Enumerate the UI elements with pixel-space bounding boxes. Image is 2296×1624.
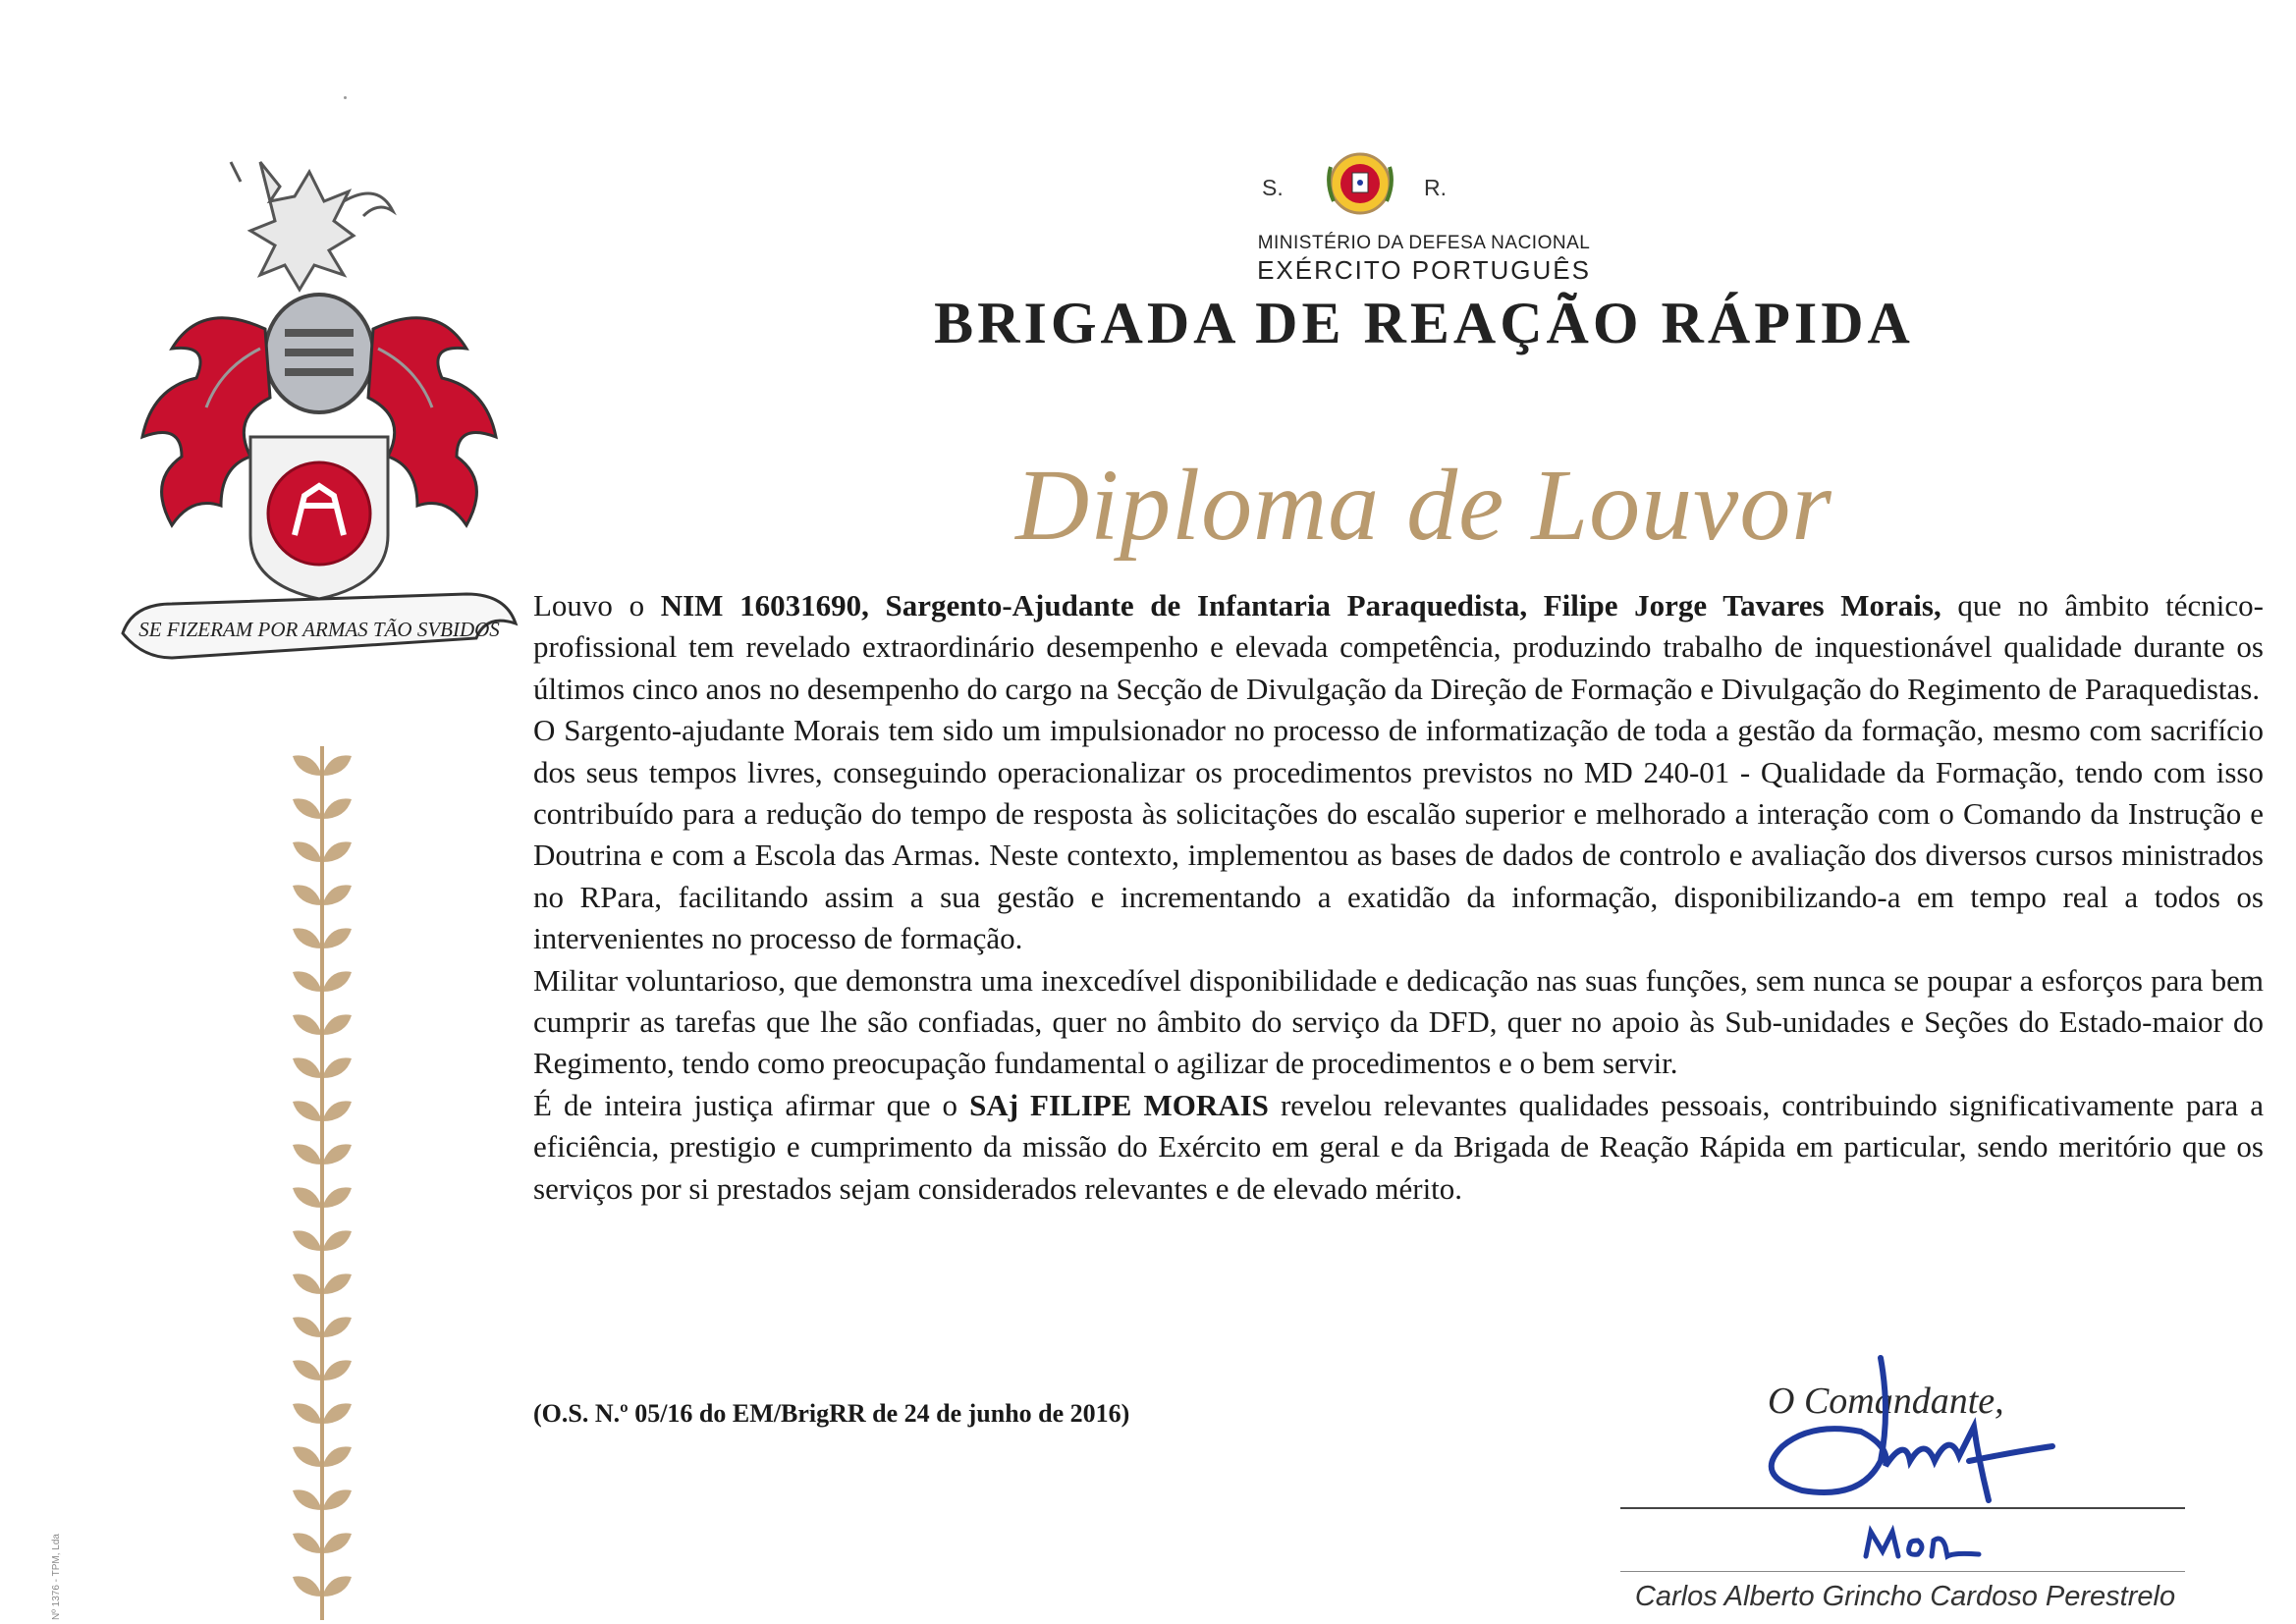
laurel-leaf [293,1273,322,1294]
laurel-leaf [293,755,322,776]
republic-mark [1247,147,1473,216]
laurel-leaf [322,1187,352,1208]
laurel-leaf [293,1317,322,1337]
handwritten-signature-icon [1743,1353,2057,1510]
laurel-leaf [293,971,322,992]
laurel-leaf [293,1057,322,1078]
p1-rest: que no âmbito técnico-profissional tem revelado extraordinário desempenho e elevada competência, produzindo trabalho de inquestionável qualidade durante os últimos cinco anos no desempenho do cargo na Secção de Divulgação da Direção de Formação e Divulgação do Regimento de Paraquedistas. [533,588,2264,706]
laurel-leaf [322,1317,352,1337]
laurel-leaf [322,841,352,862]
order-reference: (O.S. N.º 05/16 do EM/BrigRR de 24 de junho de 2016) [533,1399,1130,1428]
laurel-leaf [293,1403,322,1424]
laurel-leaf [322,928,352,948]
laurel-leaf [293,1533,322,1553]
motto-scroll [123,594,516,658]
p4-rest: revelou relevantes qualidades pessoais, contribuindo significativamente para a eficiência, prestigio e cumprimento da missão do Exército em geral e da Brigada de Reação Rápida em particular, sendo meritório que os serviços por si prestados sejam considerados relevantes e de elevado mérito. [533,1087,2264,1206]
p1-intro: Louvo o [533,588,661,623]
paragraph-2: O Sargento-ajudante Morais tem sido um impulsionador no processo de informatização de toda a gestão da formação, mesmo com sacrifício dos seus tempos livres, conseguindo operacionalizar os procedimentos previstos no MD 240-01 - Qualidade da Formação, tendo com isso contribuído para a redução do tempo de resposta às solicitações do escalão superior e melhorado a interação com o Comando da Instrução e Doutrina e com a Escola das Armas. Neste contexto, implementou as bases de dados de controlo e avaliação dos diversos cursos ministrados no RPara, facilitando assim a sua gestão e incrementando a exatidão da informação, disponibilizando-a em tempo real a todos os intervenientes no processo de formação. [533,713,2264,956]
laurel-leaf [293,928,322,948]
s-letter: S. [1262,175,1284,200]
laurel-leaf [293,1489,322,1510]
laurel-leaf [293,1446,322,1467]
shield-icon [250,437,388,599]
motto-text: SE FIZERAM POR ARMAS TÃO SVBIDOS [138,618,500,641]
speck [344,96,347,99]
name-line [1620,1571,2185,1572]
laurel-leaf [293,1230,322,1251]
laurel-leaf [293,1360,322,1380]
signature-line [1620,1507,2185,1509]
paragraph-1 [533,585,2264,710]
recipient-identification: NIM 16031690, Sargento-Ajudante de Infantaria Paraquedista, Filipe Jorge Tavares Morais, [660,588,1941,623]
laurel-leaf [322,755,352,776]
r-letter: R. [1424,175,1447,200]
helmet-icon [265,295,373,412]
dragon-crest-icon [231,162,393,290]
laurel-leaf [293,1576,322,1597]
commander-title: O Comandante, [1768,1380,2004,1422]
laurel-leaf [322,798,352,819]
commander-name: Carlos Alberto Grincho Cardoso Perestrelo [1634,1581,2176,1612]
laurel-leaf [322,1446,352,1467]
printer-mark: Nº 1376 - TPM, Lda [51,1534,62,1620]
laurel-leaf [322,885,352,905]
laurel-leaf [322,1230,352,1251]
laurel-leaf [322,1576,352,1597]
paragraph-3: Militar voluntarioso, que demonstra uma inexcedível disponibilidade e dedicação nas suas funções, sem nunca se poupar a esforços para bem cumprir as tarefas que lhe são confiadas, quer no âmbito do serviço da DFD, quer no apoio às Sub-unidades e Seções do Estado-maior do Regimento, tendo como preocupação fundamental o agilizar de procedimentos e o bem servir. [533,962,2264,1081]
coat-of-arms-icon [113,142,525,673]
laurel-leaf [322,971,352,992]
laurel-leaf [293,1101,322,1121]
laurel-leaf [293,1014,322,1035]
laurel-leaf [293,1187,322,1208]
laurel-leaf [293,885,322,905]
p4-intro: É de inteira justiça afirmar que o [533,1087,970,1122]
portuguese-arms-icon [1324,147,1396,220]
laurel-leaf [322,1403,352,1424]
laurel-leaf [293,798,322,819]
laurel-leaf [293,1144,322,1164]
laurel-leaf [293,841,322,862]
laurel-border-icon [288,746,356,1620]
ministry-name: MINISTÉRIO DA DEFESA NACIONAL [1257,233,1591,253]
diploma-title: Diploma de Louvor [1015,449,1832,562]
laurel-leaf [322,1014,352,1035]
laurel-leaf [322,1057,352,1078]
laurel-leaf [322,1533,352,1553]
laurel-leaf [322,1273,352,1294]
commendation-text [533,585,2264,1210]
laurel-leaf [322,1489,352,1510]
initials-signature-icon [1861,1517,1989,1566]
army-name: EXÉRCITO PORTUGUÊS [1257,255,1591,285]
recipient-short-name: SAj FILIPE MORAIS [969,1087,1269,1122]
laurel-leaf [322,1144,352,1164]
laurel-leaf [322,1101,352,1121]
brigade-title: BRIGADA DE REAÇÃO RÁPIDA [934,291,1914,355]
laurel-leaf [322,1360,352,1380]
paragraph-4 [533,1085,2264,1210]
